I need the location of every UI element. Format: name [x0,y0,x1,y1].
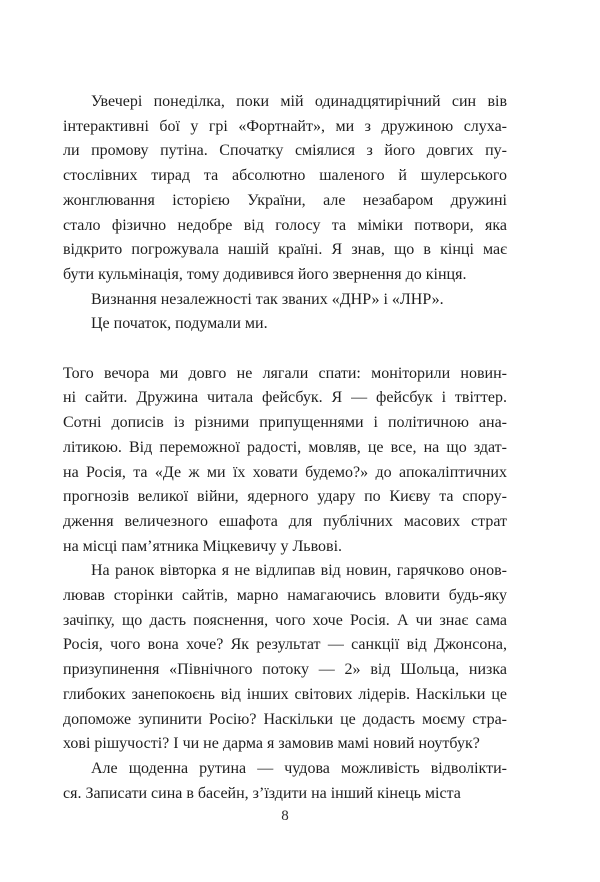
text-line: дження величезного ешафота для публічних масових страт [63,512,507,530]
paragraph [63,757,507,806]
paragraph [63,288,507,313]
text-line: глибоких занепокоєнь від інших світових лідерів. Наскільки це [63,685,507,703]
text-line: На ранок вівторка я не відлипав від новин, гарячково онов- [91,562,507,580]
text-line: Сотні дописів із різними припущеннями і політичною ана- [63,414,507,432]
text-line: Але щоденна рутина — чудова можливість відволікти- [91,759,507,777]
text-line: ли промову путіна. Спочатку сміялися з його довгих пу- [63,142,507,160]
text-line: на Росія, та «Де ж ми їх ховати будемо?» до апокаліптичних [63,463,507,481]
page-number: 8 [281,808,289,824]
text-line: Увечері понеділка, поки мій одинадцятирічний син вів [91,93,507,110]
text-line: Визнання незалежності так званих «ДНР» і «ЛНР». [91,290,444,308]
text-line: стало фізично недобре від голосу та міміки потвори, яка [63,216,507,234]
text-line: допоможе зупинити Росію? Наскільки це додасть моєму стра- [63,710,507,728]
text-block [63,90,507,806]
text-line: стослівних тирад та абсолютно шаленого й шулерського [63,167,507,185]
paragraph [63,90,507,288]
text-line: бути кульмінація, тому додивився його звернення до кінця. [63,265,467,283]
paragraph [63,312,507,337]
text-line: ся. Записати сина в басейн, з’їздити на інший кінець міста [63,784,461,802]
text-line: літикою. Від переможної радості, мовляв, це все, на що здат- [63,438,507,456]
text-line: призупинення «Північного потоку — 2» від Шольца, низка [63,661,507,679]
text-line: Це початок, подумали ми. [91,315,268,333]
text-line: Того вечора ми довго не лягали спати: моніторили новин- [63,364,507,382]
text-line: хові рішучості? І чи не дарма я замовив мамі новий ноутбук? [63,735,480,753]
text-line: на місці пам’ятника Міцкевичу у Львові. [63,537,343,555]
text-line: ні сайти. Дружина читала фейсбук. Я — фейсбук і твіттер. [63,389,507,407]
text-line: інтерактивні бої у грі «Фортнайт», ми з дружиною слуха- [63,117,507,135]
text-line: лював сторінки сайтів, марно намагаючись вловити будь-яку [63,587,507,605]
text-line: жонглювання історією України, але незабаром дружині [63,191,507,209]
text-line: відкрито погрожувала нашій країні. Я знав, що в кінці має [63,241,507,259]
text-line: прогнозів великої війни, ядерного удару по Києву та спору- [63,488,507,506]
text-line: Росія, чого вона хоче? Як результат — санкції від Джонсона, [63,636,507,654]
text-line: зачіпку, що дасть пояснення, чого хоче Росія. А чи знає сама [63,611,507,629]
paragraph [63,362,507,560]
paragraph [63,559,507,757]
